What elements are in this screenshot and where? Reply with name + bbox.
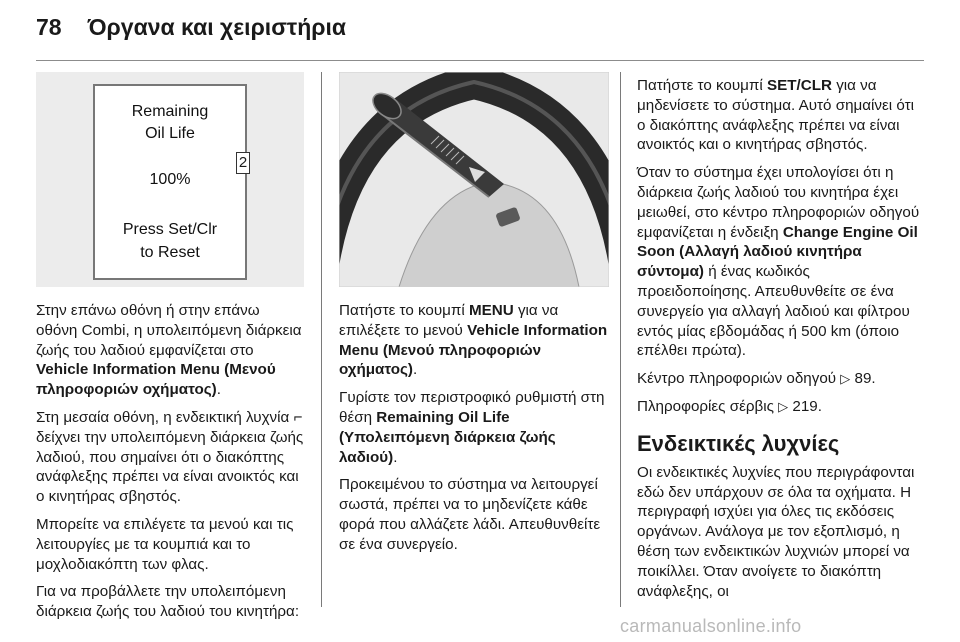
oil-life-display-figure <box>36 72 304 287</box>
text: Κέντρο πληροφοριών οδηγού <box>637 370 841 388</box>
button-name: MENU <box>469 302 514 319</box>
paragraph: Στη μεσαία οθόνη, η ενδεικτική λυχνία ⌐ δείχνει την υπολειπόμενη διάρκεια ζωής λαδιού, που σημαίνει ότι ο διακόπτης ανάφλεξης πρέπει να είναι ανοικτός και ο κινητήρας σβηστός. <box>36 408 304 506</box>
text: Γυρίστε τον περιστροφικό ρυθμιστή στη θέση <box>339 389 605 426</box>
text: Πατήστε το κουμπί <box>339 302 469 319</box>
paragraph <box>637 76 922 155</box>
display-screen <box>93 84 247 280</box>
reference-arrow-icon: ▷ <box>840 371 851 387</box>
section-heading: Ενδεικτικές λυχνίες <box>637 430 840 456</box>
paragraph <box>637 163 922 361</box>
column-2 <box>339 72 609 563</box>
column-divider <box>321 72 322 607</box>
display-line: Remaining <box>131 103 209 120</box>
cross-reference[interactable] <box>637 397 922 417</box>
display-value: 100% <box>149 171 191 188</box>
paragraph: Μπορείτε να επιλέγετε τα μενού και τις λειτουργίες με τα κουμπιά και το μοχλοδιακόπτη των φλας. <box>36 515 294 573</box>
text: . <box>216 381 221 399</box>
steering-column-icon <box>339 72 609 287</box>
paragraph <box>339 301 609 380</box>
page-number: 78 <box>36 14 62 40</box>
header-rule <box>36 60 924 61</box>
column-3 <box>637 76 922 609</box>
button-name: SET/CLR <box>767 77 832 94</box>
display-line: Oil Life <box>145 125 195 142</box>
page-reference: 89. <box>854 370 876 388</box>
paragraph <box>36 301 304 400</box>
reference-arrow-icon: ▷ <box>778 398 789 414</box>
paragraph: Για να προβάλλετε την υπολειπόμενη διάρκεια ζωής του λαδιού του κινητήρα: <box>36 583 300 621</box>
display-line: Press Set/Clr <box>122 221 218 238</box>
text: για να επιλέξετε το μενού <box>339 302 559 339</box>
text: Πληροφορίες σέρβις <box>637 397 779 415</box>
page-reference: 219. <box>792 397 822 415</box>
message-name: Change Engine Oil Soon (Αλλαγή λαδιού κινητήρα σύντομα) <box>637 223 918 281</box>
menu-name: Vehicle Information Menu (Μενού πληροφοριών οχήματος) <box>339 321 608 379</box>
page-header <box>36 14 346 54</box>
menu-name: Vehicle Information Menu (Μενού πληροφοριών οχήματος) <box>36 361 276 399</box>
text: Όταν το σύστημα έχει υπολογίσει ότι η διάρκεια ζωής λαδιού του κινητήρα έχει μειωθεί, στο κέντρο πληροφοριών οδηγού εμφανίζεται η ένδειξη <box>637 164 920 241</box>
text: . <box>412 361 418 379</box>
text: για να μηδενίσετε το σύστημα. Αυτό σημαίνει ότι ο διακόπτης ανάφλεξης πρέπει να είναι ανοικτός και ο κινητήρας σβηστός. <box>637 77 914 154</box>
column-divider <box>620 72 621 607</box>
turn-signal-lever-photo <box>339 72 609 287</box>
column-1 <box>36 72 304 630</box>
cross-reference[interactable] <box>637 369 922 389</box>
page-title: Όργανα και χειριστήρια <box>87 14 346 40</box>
paragraph: Προκειμένου το σύστημα να λειτουργεί σωστά, πρέπει να το μηδενίζετε κάθε φορά που αλλάζετε λάδι. Απευθυνθείτε σε ένα συνεργείο. <box>339 476 601 553</box>
paragraph: Οι ενδεικτικές λυχνίες που περιγράφονται εδώ δεν υπάρχουν σε όλα τα οχήματα. Η περιγραφή ισχύει για όλες τις εκδόσεις οργάνων. Ανάλογα με τον εξοπλισμό, η θέση των ενδεικτικών λυχνιών μπορεί να ποικίλλει. Όταν ανοίγετε το διακόπτη ανάφλεξης, οι <box>637 463 915 600</box>
text: ή ένας κωδικός προειδοποίησης. Απευθυνθείτε σε ένα συνεργείο για αλλαγή λαδιού και φίλτρου εντός μίας εβδομάδας ή 500 km (όποιο επέλθει πρώτα). <box>637 263 910 360</box>
display-line: to Reset <box>140 244 200 261</box>
watermark: carmanualsonline.info <box>620 616 802 636</box>
text: . <box>393 448 398 466</box>
display-page-badge: 2 <box>236 152 250 174</box>
paragraph <box>339 388 609 467</box>
text: Πατήστε το κουμπί <box>637 77 767 94</box>
text: Στην επάνω οθόνη ή στην επάνω οθόνη Combi, η υπολειπόμενη διάρκεια ζωής του λαδιού εμφανίζεται στο <box>36 302 302 359</box>
menu-item-name: Remaining Oil Life (Υπολειπόμενη διάρκεια ζωής λαδιού) <box>339 408 556 466</box>
